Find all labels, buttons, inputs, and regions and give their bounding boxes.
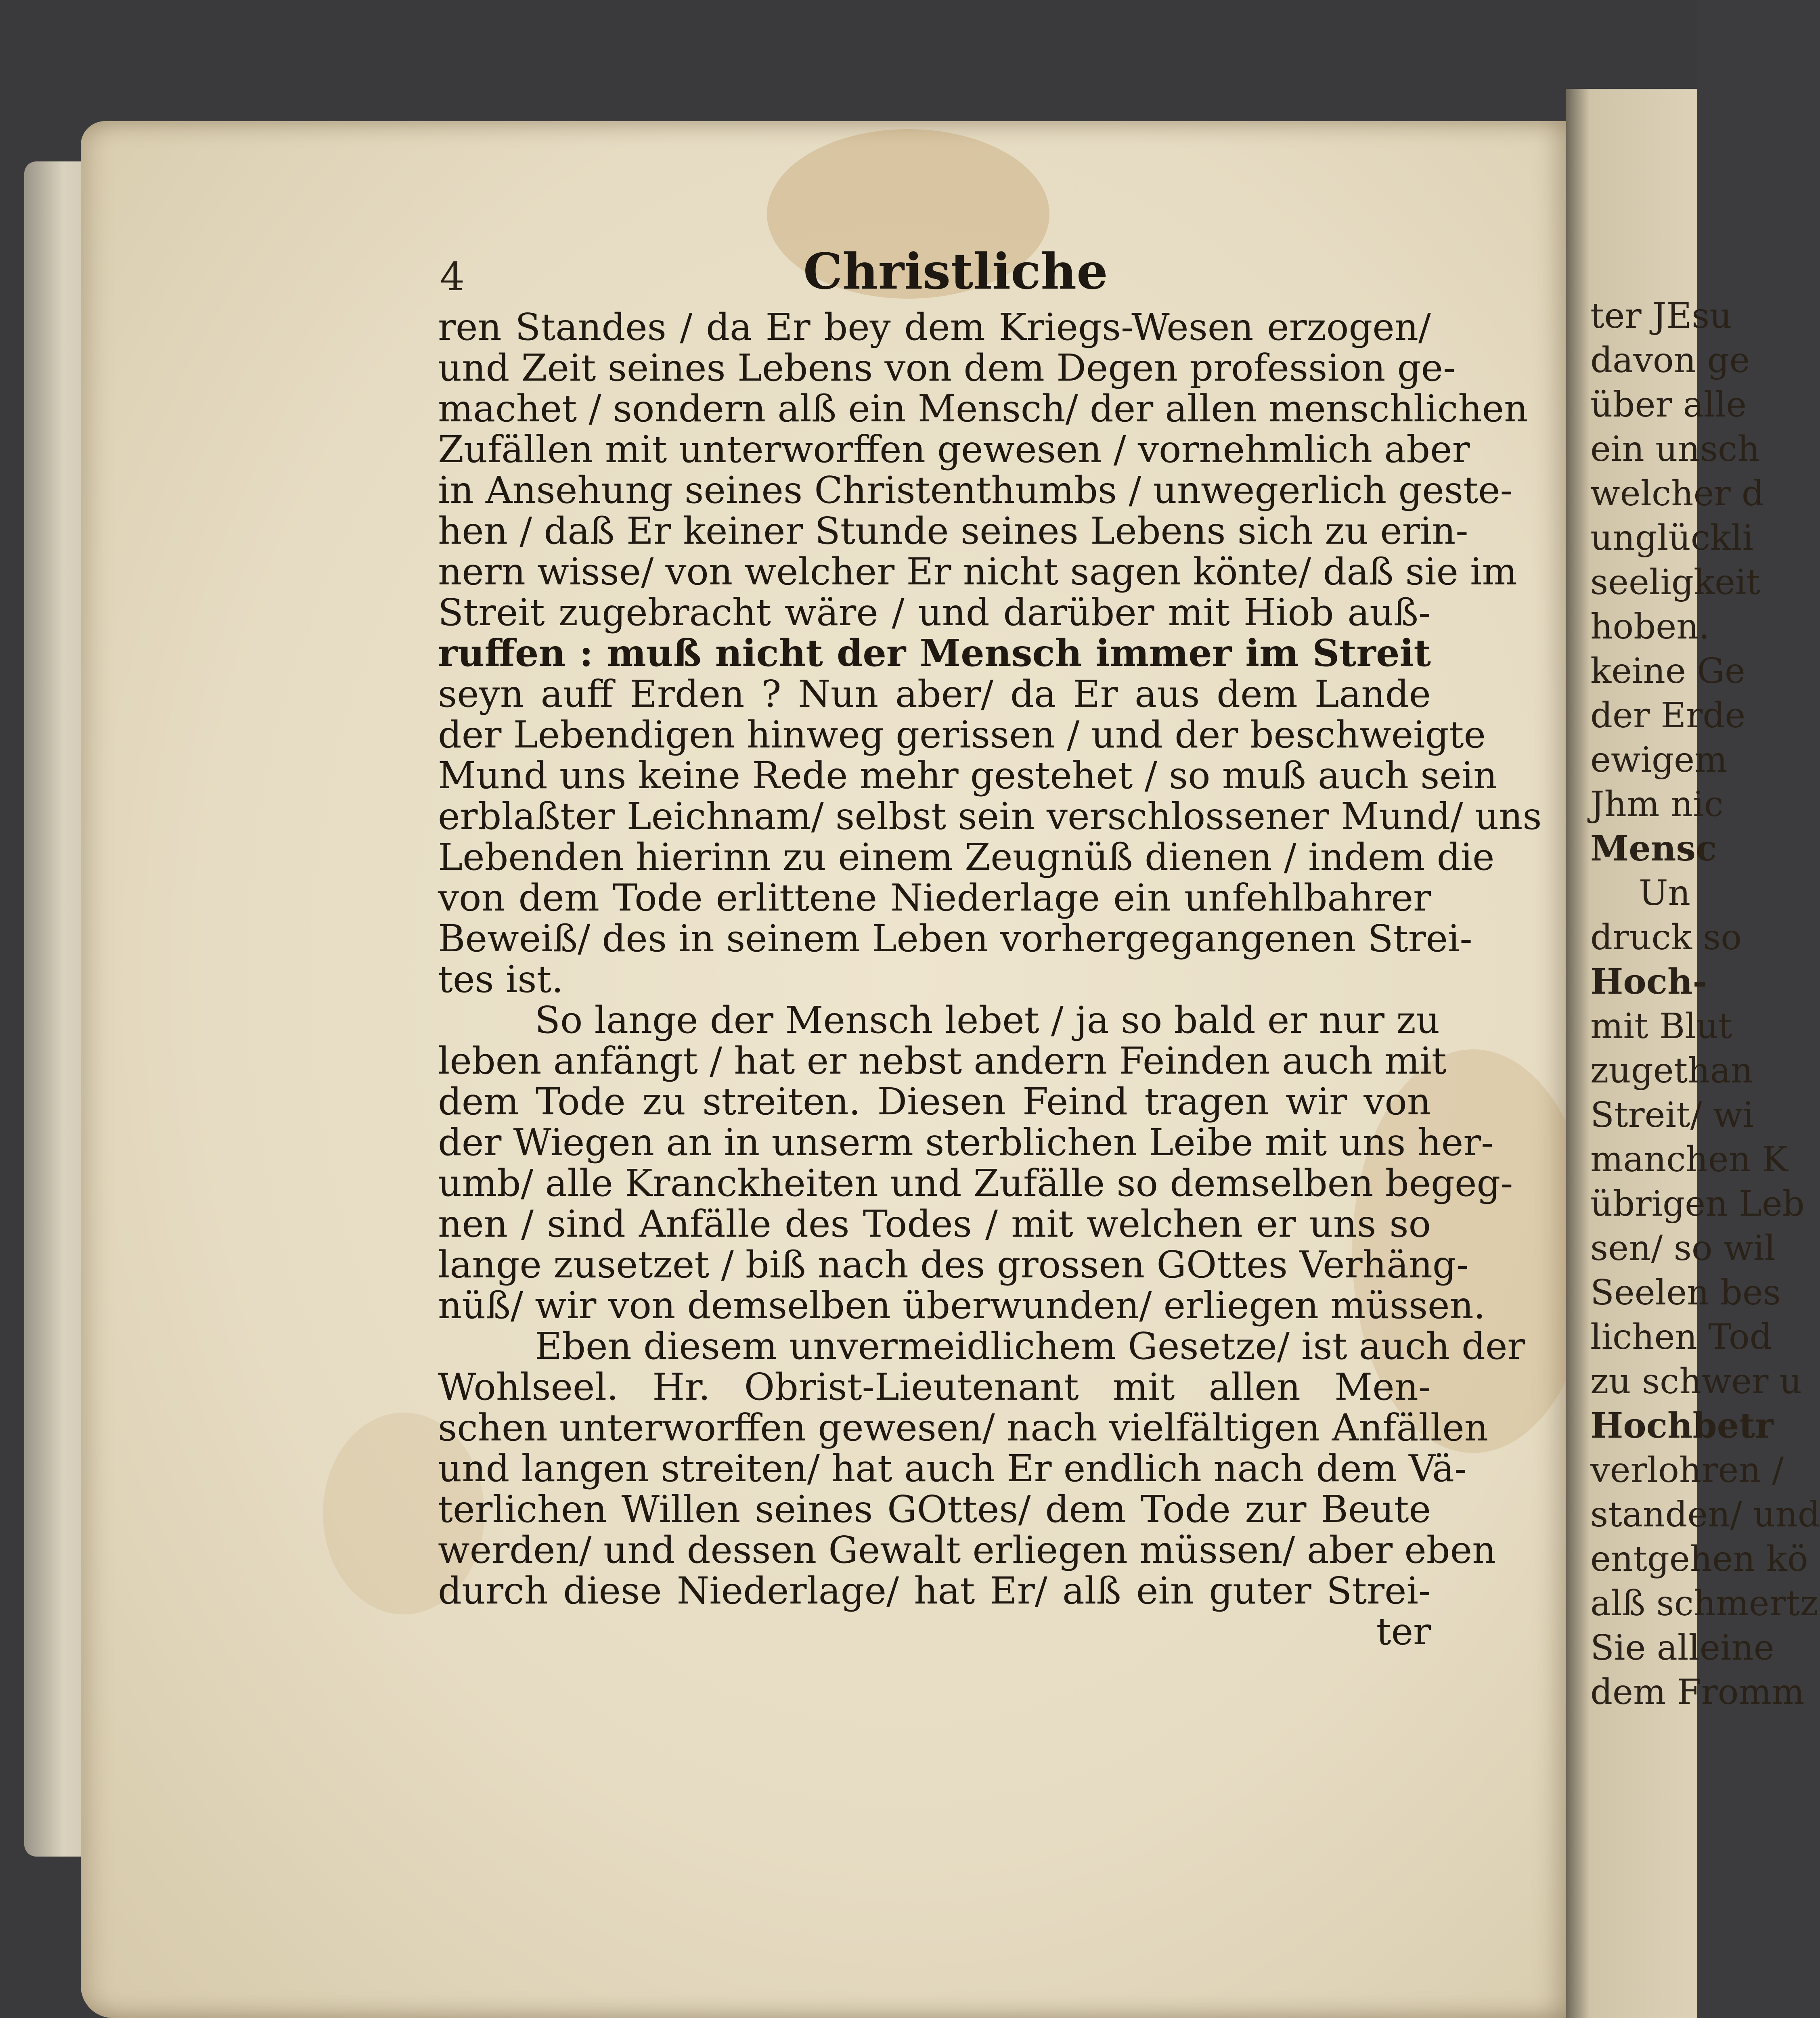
text-line: dem Tode zu streiten. Diesen Feind tragen wir von [438, 1080, 1431, 1123]
text-line: nern wisse/ von welcher Er nicht sagen könte/ daß sie im [438, 550, 1517, 593]
text-line: durch diese Niederlage/ hat Er/ alß ein guter Strei- [438, 1569, 1431, 1612]
facing-line: über alle [1590, 385, 1747, 425]
facing-line: lichen Tod [1590, 1317, 1772, 1357]
facing-line: unglückli [1590, 518, 1754, 558]
text-line: und Zeit seines Lebens von dem Degen profession ge- [438, 346, 1456, 389]
text-line: nüß/ wir von demselben überwunden/ erliegen müssen. [438, 1284, 1486, 1327]
facing-line: dem Fromm [1590, 1672, 1805, 1712]
text-line: ren Standes / da Er bey dem Kriegs-Wesen erzogen/ [438, 306, 1431, 349]
facing-line: zugethan [1590, 1051, 1753, 1091]
text-line: Eben diesem unvermeidlichem Gesetze/ ist auch der [535, 1325, 1525, 1368]
facing-line: Un [1639, 873, 1690, 913]
text-line: werden/ und dessen Gewalt erliegen müssen/ aber eben [438, 1528, 1496, 1572]
catchword: ter [1376, 1610, 1431, 1653]
text-line: Zufällen mit unterworffen gewesen / vornehmlich aber [438, 428, 1470, 471]
facing-line: ewigem [1590, 740, 1728, 780]
text-line: hen / daß Er keiner Stunde seines Lebens sich zu erin- [438, 509, 1468, 553]
text-line: der Wiegen an in unserm sterblichen Leibe mit uns her- [438, 1121, 1494, 1164]
text-line: Lebenden hierinn zu einem Zeugnüß dienen / indem die [438, 835, 1495, 879]
facing-line: druck so [1590, 917, 1742, 958]
facing-line: Jhm nic [1590, 784, 1724, 825]
text-line: nen / sind Anfälle des Todes / mit welchen er uns so [438, 1202, 1431, 1246]
text-line: leben anfängt / hat er nebst andern Feinden auch mit [438, 1039, 1447, 1082]
text-line: in Ansehung seines Christenthumbs / unwegerlich geste- [438, 469, 1513, 512]
text-line: der Lebendigen hinweg gerissen / und der beschweigte [438, 713, 1486, 756]
facing-line: mit Blut [1590, 1006, 1732, 1047]
text-line: Mund uns keine Rede mehr gestehet / so muß auch sein [438, 754, 1497, 797]
facing-line: welcher d [1590, 473, 1764, 514]
facing-line: hoben. [1590, 607, 1710, 647]
facing-line: Hochbetr [1590, 1405, 1774, 1446]
text-line: Beweiß/ des in seinem Leben vorhergegangenen Strei- [438, 917, 1472, 960]
text-line: machet / sondern alß ein Mensch/ der allen menschlichen [438, 387, 1528, 430]
text-line: lange zusetzet / biß nach des grossen GOttes Verhäng- [438, 1243, 1469, 1286]
facing-line: alß schmertz [1590, 1583, 1818, 1624]
facing-line: verlohren / [1590, 1450, 1784, 1490]
facing-line: Sie alleine [1590, 1628, 1774, 1668]
facing-line: entgehen kö [1590, 1539, 1808, 1579]
text-line: tes ist. [438, 958, 563, 1001]
text-line: umb/ alle Kranckheiten und Zufälle so demselben begeg- [438, 1162, 1513, 1205]
facing-line: Hoch- [1590, 961, 1707, 1002]
text-line: von dem Tode erlittene Niederlage ein unfehlbahrer [438, 876, 1431, 919]
facing-line: sen/ so wil [1590, 1228, 1776, 1269]
text-line: schen unterworffen gewesen/ nach vielfältigen Anfällen [438, 1406, 1489, 1449]
facing-line: übrigen Leb [1590, 1184, 1805, 1224]
text-line: terlichen Willen seines GOttes/ dem Tode zur Beute [438, 1488, 1431, 1531]
facing-line: ein unsch [1590, 429, 1760, 469]
facing-line: Seelen bes [1590, 1273, 1781, 1313]
running-head: Christliche [803, 242, 1108, 300]
facing-line: Mensc [1590, 828, 1717, 869]
facing-line: keine Ge [1590, 651, 1745, 691]
facing-line: Streit/ wi [1590, 1095, 1754, 1135]
text-line: So lange der Mensch lebet / ja so bald er nur zu [535, 999, 1440, 1042]
text-line: ruffen : muß nicht der Mensch immer im Streit [438, 631, 1431, 675]
facing-page-fragment [1566, 89, 1820, 2018]
facing-line: seeligkeit [1590, 562, 1761, 603]
text-line: Wohlseel. Hr. Obrist-Lieutenant mit allen Men- [438, 1365, 1431, 1409]
facing-line: der Erde [1590, 695, 1746, 736]
main-text-block [438, 306, 1542, 1653]
text-line: Streit zugebracht wäre / und darüber mit Hiob auß- [438, 591, 1431, 634]
facing-line: davon ge [1590, 340, 1750, 381]
text-line: seyn auff Erden ? Nun aber/ da Er aus dem Lande [438, 672, 1431, 716]
text-line: erblaßter Leichnam/ selbst sein verschlossener Mund/ uns [438, 795, 1542, 838]
facing-line: zu schwer u [1590, 1361, 1802, 1402]
facing-line: manchen K [1590, 1139, 1788, 1180]
facing-line: standen/ und [1590, 1495, 1820, 1535]
page-number: 4 [440, 254, 465, 299]
text-line: und langen streiten/ hat auch Er endlich nach dem Vä- [438, 1447, 1467, 1490]
facing-line: ter JEsu [1590, 296, 1732, 336]
